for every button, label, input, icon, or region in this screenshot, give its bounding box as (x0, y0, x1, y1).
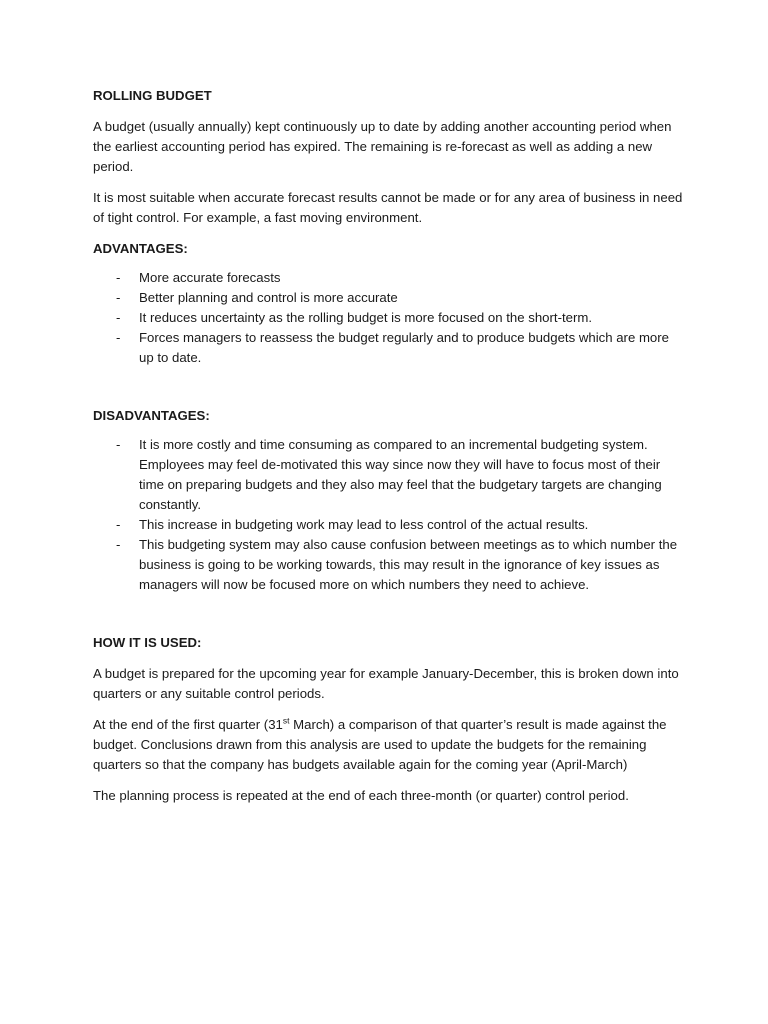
document-title: ROLLING BUDGET (93, 88, 212, 103)
list-item-text: More accurate forecasts (139, 270, 281, 285)
bullet-dash: - (116, 270, 121, 285)
list-item (93, 268, 683, 288)
list-item-text: It is more costly and time consuming as compared to an incremental budgeting system. Employees may feel de-motivated this way since now they will have to focus most of their time on preparing budgets and they also may feel that the budgetary targets are changing constantly. (139, 437, 662, 512)
how-used-paragraph-first-quarter (93, 715, 683, 775)
first-quarter-text-start: At the end of the first quarter (31 (93, 717, 283, 732)
list-item-text: It reduces uncertainty as the rolling budget is more focused on the short-term. (139, 310, 593, 325)
intro-paragraph-suitability: It is most suitable when accurate forecast results cannot be made or for any area of business in need of tight control. For example, a fast moving environment. (93, 190, 683, 225)
bullet-dash: - (116, 437, 121, 452)
bullet-dash: - (116, 537, 121, 552)
ordinal-superscript: st (282, 715, 290, 726)
list-item-text: This budgeting system may also cause confusion between meetings as to which number the business is going to be working towards, this may result in the ignorance of key issues as managers will now be focused more on which numbers they need to achieve. (139, 537, 678, 592)
how-used-paragraph-preparation: A budget is prepared for the upcoming year for example January-December, this is broken down into quarters or any suitable control periods. (93, 666, 679, 701)
list-item-text: This increase in budgeting work may lead to less control of the actual results. (139, 517, 589, 532)
how-used-paragraph-repetition: The planning process is repeated at the end of each three-month (or quarter) control period. (93, 788, 629, 803)
list-item (93, 328, 683, 368)
bullet-dash: - (116, 310, 121, 325)
disadvantages-heading: DISADVANTAGES: (93, 408, 210, 423)
list-item-text: Better planning and control is more accurate (139, 290, 398, 305)
first-quarter-text-end: March) a comparison of that quarter’s result is made against the budget. Conclusions drawn from this analysis are used to update the budgets for the remaining quarters so that the company has budgets available again for the coming year (April-March) (93, 717, 667, 772)
list-item (93, 435, 683, 515)
how-it-is-used-heading: HOW IT IS USED: (93, 635, 202, 650)
advantages-list (93, 268, 683, 368)
list-item (93, 308, 683, 328)
list-item (93, 515, 683, 535)
bullet-dash: - (116, 517, 121, 532)
disadvantages-list (93, 435, 683, 595)
list-item (93, 535, 683, 595)
intro-paragraph-definition: A budget (usually annually) kept continuously up to date by adding another accounting period when the earliest accounting period has expired. The remaining is re-forecast as well as adding a new period. (93, 119, 672, 174)
list-item (93, 288, 683, 308)
bullet-dash: - (116, 330, 121, 345)
bullet-dash: - (116, 290, 121, 305)
list-item-text: Forces managers to reassess the budget regularly and to produce budgets which are more up to date. (139, 330, 669, 365)
advantages-heading: ADVANTAGES: (93, 241, 188, 256)
document-body (93, 86, 683, 806)
